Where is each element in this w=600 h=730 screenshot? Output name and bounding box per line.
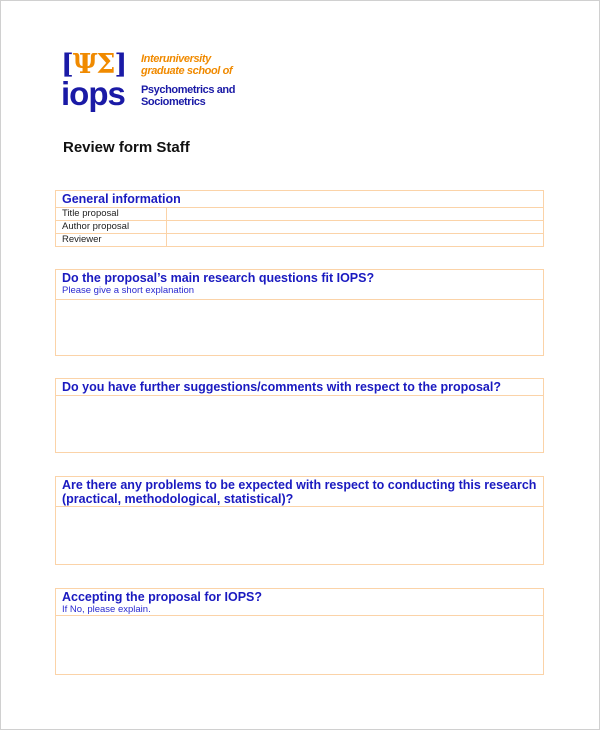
section-header (56, 270, 543, 300)
section-question: Do you have further suggestions/comments with respect to the proposal? (62, 380, 501, 394)
logo-acronym: iops (61, 75, 125, 112)
section-question: Are there any problems to be expected with respect to conducting this research (practical, methodological, statistical)? (62, 478, 537, 506)
section-header (56, 477, 543, 507)
row-label: Author proposal (56, 221, 167, 233)
author-proposal-field[interactable] (167, 221, 543, 233)
general-information-header (56, 191, 543, 207)
logo-tagline-blue (141, 84, 235, 108)
section-header (56, 589, 543, 616)
section-hint: Please give a short explanation (62, 285, 195, 296)
logo-line-4: Sociometrics (141, 96, 206, 108)
answer-field-suggestions[interactable] (56, 396, 543, 452)
section-problems (55, 476, 544, 565)
row-label: Reviewer (56, 234, 167, 246)
table-row-author-proposal (56, 220, 543, 233)
logo-tagline-orange (141, 53, 232, 77)
section-accepting (55, 588, 544, 675)
general-information-table (55, 190, 544, 247)
answer-field-problems[interactable] (56, 507, 543, 564)
title-proposal-field[interactable] (167, 208, 543, 220)
logo-bracket-left: [ (61, 49, 73, 80)
page-title: Review form Staff (63, 139, 190, 156)
section-suggestions (55, 378, 544, 453)
logo-line-2: graduate school of (141, 65, 233, 77)
general-information-heading: General information (62, 192, 181, 206)
logo-bracket-right: ] (114, 49, 127, 80)
table-row-title-proposal (56, 207, 543, 220)
section-question: Accepting the proposal for IOPS? (62, 590, 263, 604)
section-header (56, 379, 543, 396)
answer-field-accepting[interactable] (56, 616, 543, 674)
logo-line-3: Psychometrics and (141, 84, 236, 96)
row-label: Title proposal (56, 208, 167, 220)
section-question: Do the proposal’s main research questions fit IOPS? (62, 271, 375, 285)
table-row-reviewer (56, 233, 543, 246)
section-fit-iops (55, 269, 544, 356)
answer-field-fit-iops[interactable] (56, 300, 543, 356)
logo-line-1: Interuniversity (141, 53, 211, 65)
logo-greek-letters: ΨΣ (72, 49, 115, 80)
section-hint: If No, please explain. (62, 604, 151, 615)
reviewer-field[interactable] (167, 234, 543, 246)
